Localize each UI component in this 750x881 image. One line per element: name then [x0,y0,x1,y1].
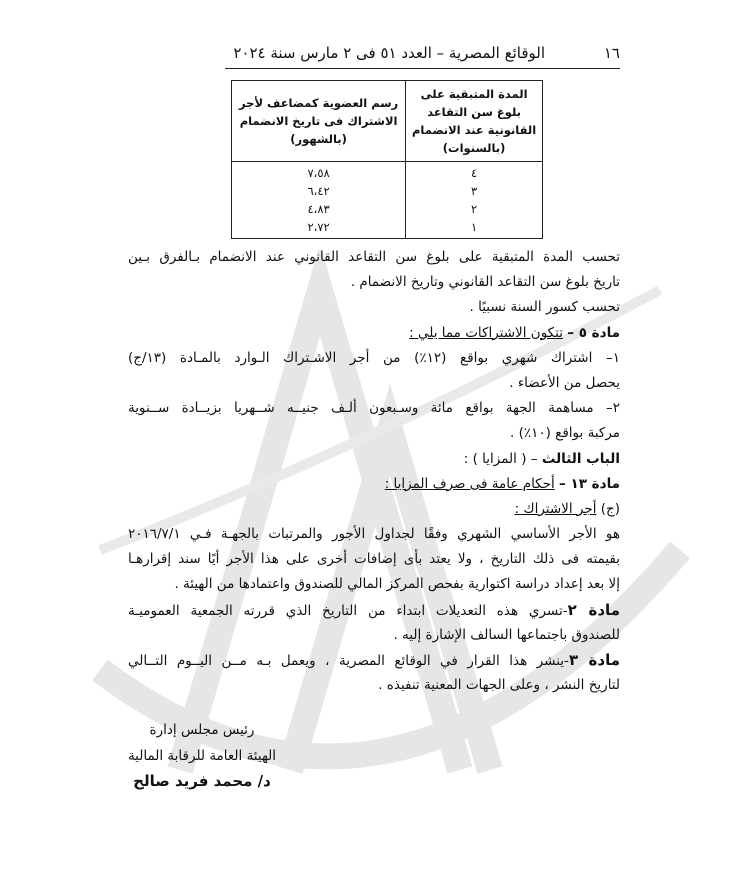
clause-c-heading [128,497,620,522]
article-title: تتكون الاشتراكات مما يلي : [409,324,563,341]
paragraph-line: تاريخ بلوغ سن التقاعد القانوني وتاريخ الانضمام . [350,274,620,291]
signatory-role: رئيس مجلس إدارة [149,722,255,738]
years-cell: ١ [406,218,543,239]
article-title: أحكام عامة فى صرف المزايا : [384,475,555,492]
table-header-fee: رسم العضوية كمضاعف لأجر الاشتراك فى تاريخ الانضمام (بالشهور) [232,81,406,162]
years-cell: ٣ [406,182,543,200]
paragraph-line: ٢– مساهمة الجهة بواقع مائة وسـبعون ألـف جنيــه شــهريا بزيــادة ســنوية [128,400,620,417]
paragraph-line: هو الأجر الأساسي الشهري وفقًا لجداول الأجور والمرتبات بالجهـة فـي ٢٠١٦/٧/١ [128,526,620,543]
paragraph-line: مركبة بواقع (١٠٪) . [509,425,620,442]
clause-title: أجر الاشتراك : [514,500,597,517]
years-cell: ٢ [406,200,543,218]
membership-fee-table [231,80,543,239]
fee-cell: ٢،٧٢ [232,218,406,239]
paragraph-line: لتاريخ النشر ، وعلى الجهات المعنية تنفيذه . [378,677,620,694]
article-label: مادة ٢ [567,600,620,619]
document-body [128,245,620,698]
paragraph-line: بقيمته فى ذلك التاريخ ، ولا يعتد بأى إضافات أخرى على هذا الأجر أيًا سند إقرارهـا [128,551,620,568]
fee-cell: ٤،٨٣ [232,200,406,218]
paragraph-line: يحصل من الأعضاء . [509,374,620,391]
paragraph-line: تحسب كسور السنة نسبيًا . [469,299,620,316]
paragraph-line: ١– اشتراك شهري بواقع (١٢٪) من أجر الاشـتراك الـوارد بالمـادة (١٣/ج) [128,349,620,366]
paragraph-line: للصندوق باجتماعها السالف الإشارة إليه . [393,626,620,643]
chapter-title: – ( المزايا ) : [463,450,538,467]
table-row [232,182,543,200]
article-13-heading [128,472,620,497]
table-row [232,218,543,239]
article-2-line [128,598,620,623]
signatory-name: د/ محمد فريد صالح [133,772,271,790]
article-label: مادة ٥ – [567,324,620,341]
table-row [232,162,543,183]
years-cell: ٤ [406,162,543,183]
paragraph-line: تحسب المدة المتبقية على بلوغ سن التقاعد القانوني عند الانضمام بـالفرق بـين [128,249,620,265]
paragraph-line: إلا بعد إعداد دراسة اكتوارية بفحص المركز المالي للصندوق واعتمادها من الهيئة . [174,576,620,593]
article-3-line [128,648,620,673]
fee-cell: ٧،٥٨ [232,162,406,183]
signatory-org: الهيئة العامة للرقابة المالية [127,747,277,764]
clause-prefix: (ج) [600,500,620,517]
page-number: ١٦ [603,44,620,62]
article-label: مادة ٣ [568,651,620,669]
article-text: -ينشر هذا القرار في الوقائع المصرية ، ويعمل بـه مــن اليــوم التــالي [128,653,569,669]
signature-block [97,718,307,795]
table-row [232,200,543,218]
chapter-label: الباب الثالث [541,450,620,467]
page-header [225,40,620,69]
chapter-heading [128,447,620,472]
article-5-heading [128,321,620,346]
article-label: مادة ١٣ – [559,475,620,492]
table-header-years: المدة المتبقية على بلوغ سن التقاعد القانونية عند الانضمام (بالسنوات) [406,81,543,162]
gazette-title: الوقائع المصرية – العدد ٥١ فى ٢ مارس سنة ٢٠٢٤ [233,44,545,62]
article-text: -تسري هذه التعديلات ابتداء من التاريخ الذي قررته الجمعية العموميـة [128,602,568,619]
fee-cell: ٦،٤٢ [232,182,406,200]
